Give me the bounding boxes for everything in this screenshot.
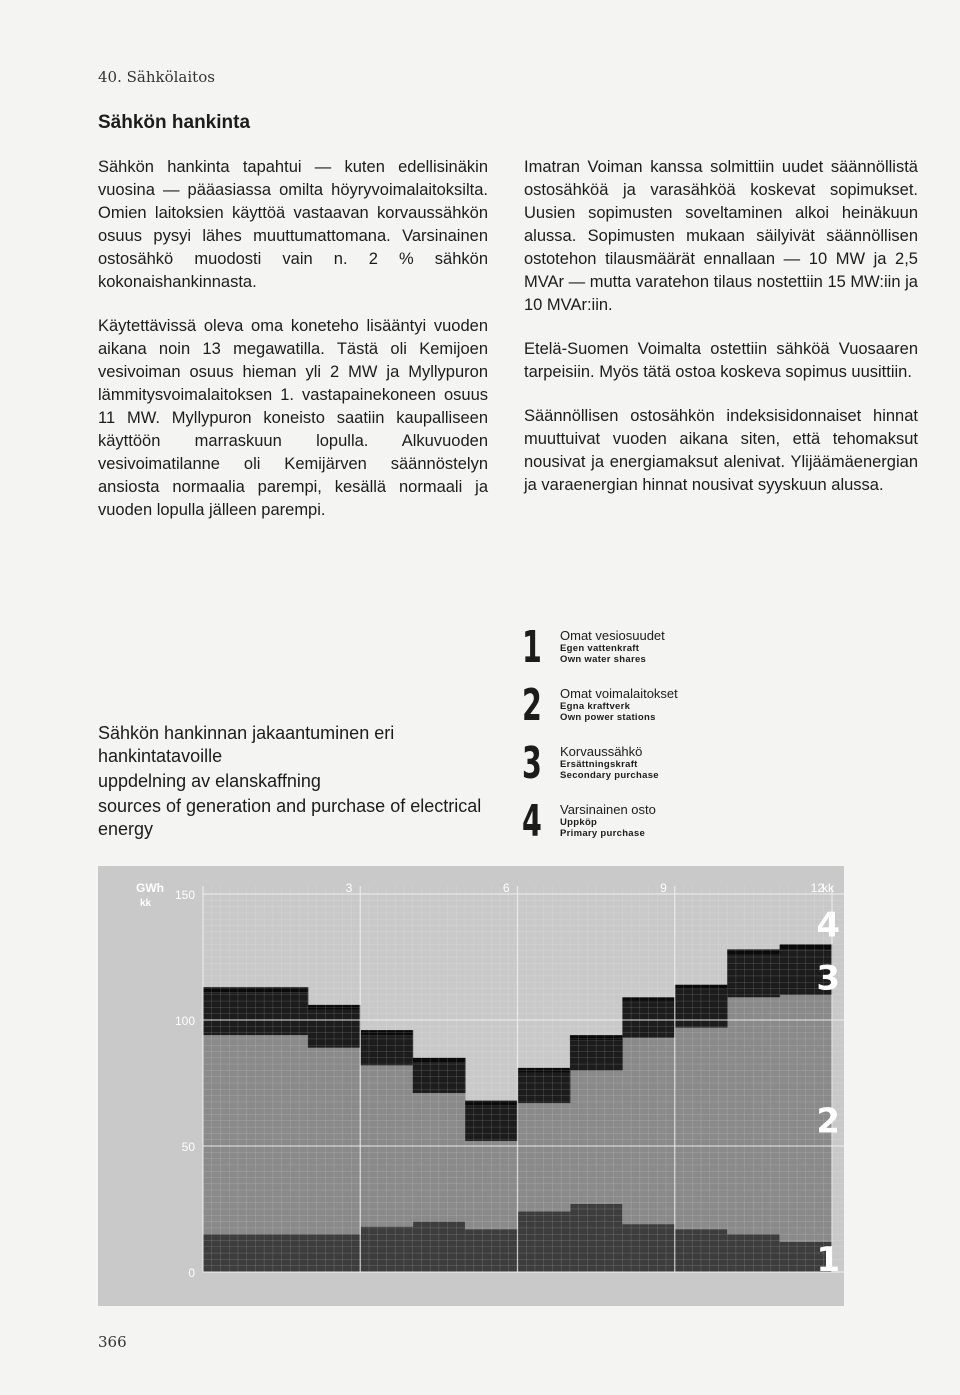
chart-bar-segment-series-4 (203, 987, 256, 992)
y-tick-label: 50 (181, 1140, 195, 1154)
y-tick-label: 150 (174, 888, 195, 902)
chart-bar-segment-series-4 (675, 985, 728, 990)
chart-bar-segment-series-2 (727, 997, 780, 1234)
chart-bar-segment-series-2 (622, 1038, 675, 1224)
chart-bar-segment-series-1 (360, 1227, 413, 1272)
legend-label-sv: Uppköp (560, 817, 598, 828)
chart-bar-segment-series-3 (675, 990, 728, 1028)
caption-en: sources of generation and purchase of electrical energy (98, 796, 482, 839)
caption-sv: uppdelning av elanskaffning (98, 771, 321, 791)
legend-number: 3 (522, 738, 542, 789)
legend-label-en: Own power stations (560, 712, 656, 723)
legend-item (522, 680, 822, 742)
y-tick-label: 100 (174, 1014, 195, 1028)
chart-bar-segment-series-1 (622, 1224, 675, 1272)
chart-bar-segment-series-4 (255, 987, 308, 992)
legend-number: 1 (522, 622, 542, 673)
legend-text (560, 744, 659, 781)
paragraph: Säännöllisen ostosähkön indeksisidonnaiset hinnat muuttuivat vuoden aikana siten, että tehomaksut nousivat ja energiamaksut alenivat. Ylijäämäenergian ja varaenergian hinnat nousivat syyskuun alussa. (524, 407, 918, 494)
chart-bar-segment-series-3 (360, 1035, 413, 1065)
page-title: Sähkön hankinta (98, 112, 251, 133)
series-side-label: 4 (816, 905, 840, 946)
legend-label-fi: Omat voimalaitokset (560, 686, 678, 701)
y-tick-label: 0 (188, 1266, 195, 1280)
legend-number: 4 (522, 796, 542, 847)
legend-item (522, 622, 822, 684)
right-column (524, 156, 918, 518)
legend-text (560, 628, 665, 665)
legend-number: 2 (522, 680, 542, 731)
chart-bar-segment-series-4 (622, 997, 675, 1002)
x-tick-label: 3 (345, 881, 353, 895)
section-header: 40. Sähkölaitos (98, 68, 215, 86)
chart-bar-segment-series-2 (518, 1103, 571, 1211)
legend-label-fi: Omat vesiosuudet (560, 628, 665, 643)
legend-label-sv: Egna kraftverk (560, 701, 631, 712)
legend-label-en: Primary purchase (560, 828, 646, 839)
chart-legend (522, 622, 822, 858)
chart-bar-segment-series-3 (308, 1010, 361, 1048)
chart-bar-segment-series-2 (413, 1093, 466, 1222)
chart-bar-segment-series-4 (413, 1058, 466, 1063)
caption-fi: Sähkön hankinnan jakaantuminen eri hankintatavoille (98, 723, 395, 766)
series-side-label: 2 (816, 1101, 840, 1142)
chart-bar-segment-series-2 (203, 1035, 256, 1234)
legend-label-sv: Egen vattenkraft (560, 643, 640, 654)
legend-item (522, 796, 822, 858)
legend-text (560, 802, 656, 839)
series-side-label: 3 (816, 958, 840, 999)
chart-bar-segment-series-4 (465, 1101, 518, 1106)
chart-bar-segment-series-4 (570, 1035, 623, 1040)
legend-label-sv: Ersättningskraft (560, 759, 638, 770)
chart-bar-segment-series-3 (518, 1073, 571, 1103)
paragraph: Etelä-Suomen Voimalta ostettiin sähköä Vuosaaren tarpeisiin. Myös tätä ostoa koskeva sopimus uusittiin. (524, 340, 918, 381)
x-unit-label: kk (822, 881, 834, 895)
chart-bar-segment-series-1 (518, 1212, 571, 1272)
chart-bar-segment-series-4 (727, 949, 780, 954)
x-tick-label: 9 (660, 881, 667, 895)
x-tick-label: 6 (502, 881, 510, 895)
paragraph: Sähkön hankinta tapahtui — kuten edellisinäkin vuosina — pääasiassa omilta höyryvoimalaitoksilta. Omien laitoksien käyttöä vastaavan korvaussähkön osuus pysyi lähes muuttumattomana. Varsinainen ostosähkö muodosti vain n. 2 % sähkön kokonaishankinnasta. (98, 158, 488, 291)
y-unit-sub-label: kk (140, 898, 152, 909)
legend-item (522, 738, 822, 800)
paragraph: Imatran Voiman kanssa solmittiin uudet säännöllistä ostosähköä ja varasähköä koskevat sopimukset. Uusien sopimusten soveltaminen alkoi heinäkuun alussa. Sopimusten mukaan säilyivät säännöllisen ostotehon tilausmäärät ennallaan — 10 MW ja 2,5 MVAr — mutta varatehon tilaus nostettiin 15 MW:iin ja 10 MVAr:iin. (524, 158, 918, 314)
chart-bar-segment-series-3 (570, 1040, 623, 1070)
chart-bar-segment-series-3 (465, 1106, 518, 1141)
x-tick-label: 12 (810, 881, 824, 895)
legend-label-en: Own water shares (560, 654, 647, 665)
left-column (98, 156, 488, 543)
legend-label-fi: Varsinainen osto (560, 802, 656, 817)
chart (98, 866, 844, 1306)
paragraph: Käytettävissä oleva oma koneteho lisääntyi vuoden aikana noin 13 megawatilla. Tästä oli Kemijoen vesivoiman osuus hieman yli 2 MW ja Myllypuron lämmitysvoimalaitoksen 1. vastapainekoneen osuus 11 MW. Myllypuron koneisto saatiin kaupalliseen käyttöön marraskuun lopulla. Alkuvuoden vesivoimatilanne oli Kemijärven säännöstelyn ansiosta normaalia parempi, kesällä normaali ja vuoden lopulla jälleen parempi. (98, 317, 488, 519)
chart-bar-segment-series-2 (308, 1048, 361, 1234)
legend-text (560, 686, 678, 723)
chart-bar-segment-series-2 (465, 1141, 518, 1229)
stacked-step-chart (98, 866, 844, 1306)
chart-bar-segment-series-3 (413, 1063, 466, 1093)
y-unit-label: GWh (136, 881, 164, 895)
legend-label-en: Secondary purchase (560, 770, 659, 781)
chart-bar-segment-series-2 (255, 1035, 308, 1234)
legend-label-fi: Korvaussähkö (560, 744, 643, 759)
chart-bar-segment-series-1 (570, 1204, 623, 1272)
series-side-label: 1 (816, 1239, 840, 1280)
page-number: 366 (98, 1333, 127, 1351)
chart-caption (98, 722, 490, 843)
